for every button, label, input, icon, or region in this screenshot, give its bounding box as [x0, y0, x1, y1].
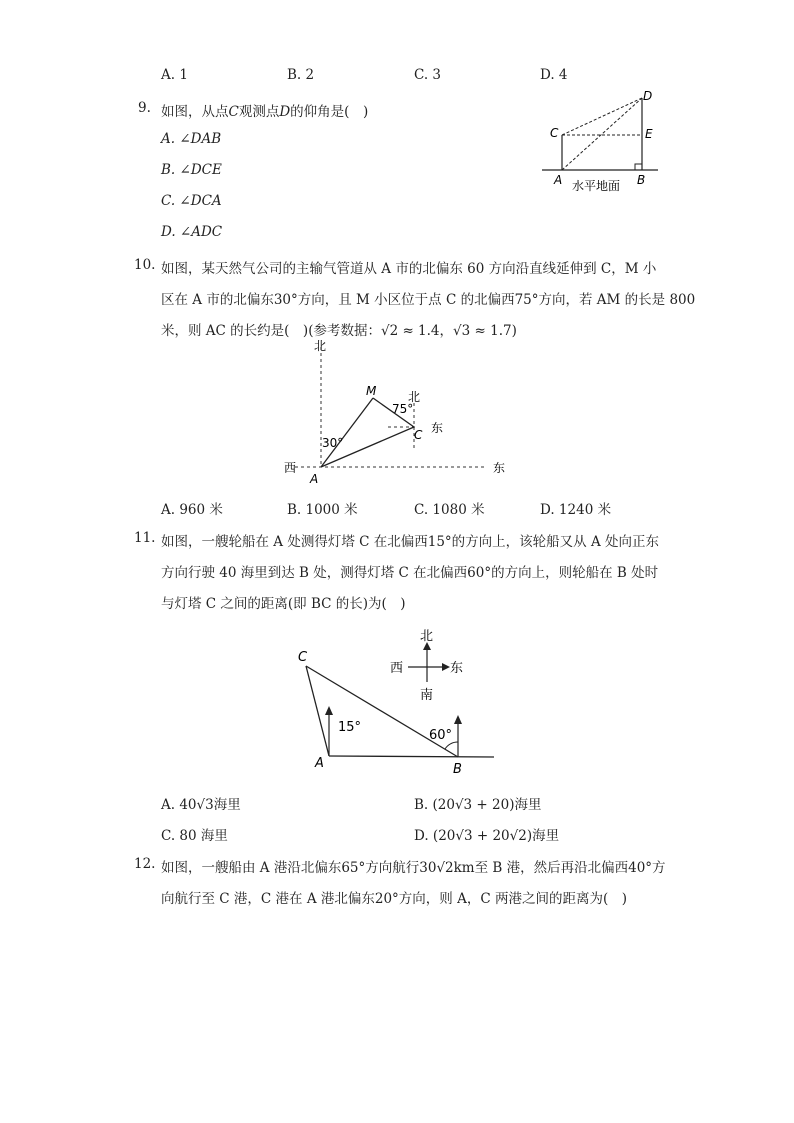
q9-stem-prefix: 如图，从点	[161, 104, 229, 120]
q11-option-b: B. (20√3 + 20)海里	[414, 797, 542, 813]
q11-angle-arc-b	[445, 742, 458, 749]
q9-ground-label: 水平地面	[572, 179, 621, 193]
q9-stem-mid: 观测点	[238, 104, 280, 120]
q8-option-b: B. 2	[287, 67, 315, 83]
q8-option-c: C. 3	[414, 67, 442, 83]
q10-option-c: C. 1080 米	[414, 502, 485, 518]
q10-label-m: M	[366, 384, 377, 398]
q8-option-d: D. 4	[540, 67, 568, 83]
q10-line3: 米，则 AC 的长约是( )(参考数据：√2 ≈ 1.4，√3 ≈ 1.7)	[161, 323, 517, 339]
q10-label-east-c: 东	[431, 421, 444, 435]
q10-option-d: D. 1240 米	[540, 502, 612, 518]
q11-segment-ca	[306, 666, 329, 756]
q9-label-c: C	[550, 126, 559, 140]
q12-line1: 如图，一艘船由 A 港沿北偏东65°方向航行30√2km至 B 港，然后再沿北偏西40°方	[161, 860, 666, 876]
q9-stem	[161, 100, 368, 120]
q10-label-north: 北	[314, 339, 327, 353]
q11-north-arrowhead-a	[325, 706, 333, 715]
q10-number: 10.	[134, 257, 156, 273]
q10-option-b: B. 1000 米	[287, 502, 358, 518]
q11-line3: 与灯塔 C 之间的距离(即 BC 的长)为( )	[161, 596, 406, 612]
q9-figure	[540, 88, 660, 198]
q9-number: 9.	[138, 100, 151, 116]
q8-option-a: A. 1	[161, 67, 188, 83]
q10-label-c: C	[414, 428, 423, 442]
q11-compass-south: 南	[420, 688, 434, 703]
q11-label-a: A	[315, 756, 324, 771]
q11-label-c: C	[298, 650, 308, 665]
q11-option-a: A. 40√3海里	[161, 797, 241, 813]
q10-label-a: A	[310, 472, 319, 486]
q9-label-a: A	[554, 173, 563, 187]
q10-label-east: 东	[493, 461, 506, 475]
q12-number: 12.	[134, 856, 156, 872]
q10-segment-am	[321, 398, 373, 467]
q9-right-angle-mark	[635, 164, 642, 170]
q9-point-c: C	[228, 104, 239, 120]
q12-line2: 向航行至 C 港，C 港在 A 港北偏东20°方向，则 A，C 两港之间的距离为( )	[161, 891, 627, 907]
q9-point-d: D	[279, 104, 291, 120]
q10-angle-a: 30°	[322, 436, 344, 450]
q11-line2: 方向行驶 40 海里到达 B 处，测得灯塔 C 在北偏西60°的方向上，则轮船在 B 处时	[161, 565, 659, 581]
q11-angle-b: 60°	[429, 728, 453, 743]
q11-angle-a: 15°	[338, 720, 362, 735]
q9-label-e: E	[645, 127, 653, 141]
q11-line1: 如图，一艘轮船在 A 处测得灯塔 C 在北偏西15°的方向上，该轮船又从 A 处向正东	[161, 534, 660, 550]
q11-option-d: D. (20√3 + 20√2)海里	[414, 828, 560, 844]
q10-angle-c: 75°	[392, 402, 414, 416]
q11-number: 11.	[134, 530, 156, 546]
q10-figure	[280, 337, 520, 487]
q9-option-b: B. ∠DCE	[161, 162, 222, 178]
q9-segment-cd	[562, 98, 642, 135]
q9-label-b: B	[637, 173, 646, 187]
q11-option-c: C. 80 海里	[161, 828, 228, 844]
q9-option-c: C. ∠DCA	[161, 193, 222, 209]
q11-north-arrowhead-b	[454, 715, 462, 724]
q9-option-a: A. ∠DAB	[161, 131, 222, 147]
q11-segment-ab	[329, 756, 494, 757]
q11-label-b: B	[453, 762, 462, 777]
q10-line1: 如图，某天然气公司的主输气管道从 A 市的北偏东 60 方向沿直线延伸到 C，M 小	[161, 261, 657, 277]
q10-label-west: 西	[284, 461, 297, 475]
q11-figure	[290, 625, 510, 780]
q11-compass-east-arrow	[442, 663, 450, 671]
q11-compass-east: 东	[450, 661, 464, 676]
q9-option-d: D. ∠ADC	[161, 224, 223, 240]
q9-stem-suffix: 的仰角是( )	[290, 104, 369, 120]
q9-label-d: D	[643, 89, 653, 103]
q9-segment-ad	[562, 98, 642, 170]
q10-line2: 区在 A 市的北偏东30°方向，且 M 小区位于点 C 的北偏西75°方向，若 AM 的长是 800	[161, 292, 696, 308]
q10-option-a: A. 960 米	[161, 502, 223, 518]
q10-label-north-c: 北	[408, 390, 421, 404]
q11-compass-north: 北	[420, 629, 434, 644]
q11-compass-west: 西	[390, 661, 404, 676]
